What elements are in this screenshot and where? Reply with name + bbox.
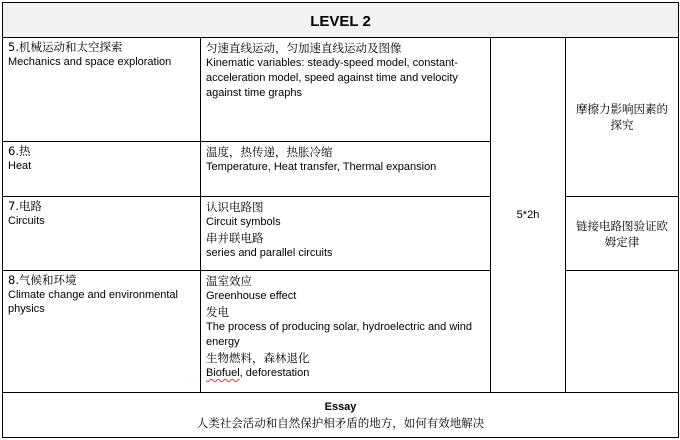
topic-cell-mechanics	[3, 38, 201, 142]
curriculum-table	[2, 2, 679, 438]
topic-zh: 8.气候和环境	[8, 273, 77, 287]
content-en: Circuit symbols	[206, 216, 281, 228]
content-en: The process of producing solar, hydroelectric and wind energy	[206, 321, 472, 348]
topic-zh: 7.电路	[8, 199, 42, 213]
spellcheck-word: Biofuel	[206, 367, 240, 379]
activity-cell-ohm	[566, 197, 679, 271]
activity-friction: 摩擦力影响因素的探究	[576, 102, 669, 132]
activity-ohm: 链接电路图验证欧姆定律	[576, 218, 669, 249]
content-en-rest: , deforestation	[239, 367, 310, 379]
content-en: Temperature, Heat transfer, Thermal expansion	[206, 161, 437, 173]
content-zh: 认识电路图	[206, 200, 264, 214]
topic-cell-heat	[3, 142, 201, 197]
content-zh: 发电	[206, 305, 229, 319]
topic-en: Heat	[8, 160, 32, 172]
content-zh: 生物燃料，森林退化	[206, 351, 310, 365]
level-header	[3, 3, 679, 38]
topic-cell-climate	[3, 271, 201, 393]
content-zh: 温度，热传递，热胀冷缩	[206, 145, 333, 159]
topic-zh: 6.热	[8, 144, 31, 158]
content-en: series and parallel circuits	[206, 247, 333, 259]
essay-cell	[3, 393, 679, 438]
content-zh: 匀速直线运动，匀加速直线运动及图像	[206, 41, 402, 55]
hours-value: 5*2h	[516, 209, 540, 221]
topic-en: Mechanics and space exploration	[8, 56, 172, 68]
essay-title: Essay	[324, 400, 357, 413]
activity-cell-friction	[566, 38, 679, 197]
topic-zh: 5.机械运动和太空探索	[8, 40, 123, 54]
essay-question: 人类社会活动和自然保护相矛盾的地方，如何有效地解决	[196, 415, 485, 430]
content-en-biofuel	[206, 366, 485, 381]
content-cell-mechanics	[201, 38, 491, 142]
content-en: Greenhouse effect	[206, 290, 297, 302]
topic-en: Climate change and environmental physics	[8, 289, 178, 315]
activity-cell-empty	[566, 271, 679, 393]
hours-cell	[491, 38, 566, 393]
topic-cell-circuits	[3, 197, 201, 271]
content-en: Kinematic variables: steady-speed model, constant-acceleration model, speed against time and velocity against time graphs	[206, 57, 458, 99]
topic-en: Circuits	[8, 215, 45, 227]
content-cell-heat	[201, 142, 491, 197]
level-title: LEVEL 2	[310, 12, 371, 30]
content-zh: 温室效应	[206, 274, 252, 288]
content-zh: 串并联电路	[206, 231, 264, 245]
content-cell-climate	[201, 271, 491, 393]
content-cell-circuits	[201, 197, 491, 271]
